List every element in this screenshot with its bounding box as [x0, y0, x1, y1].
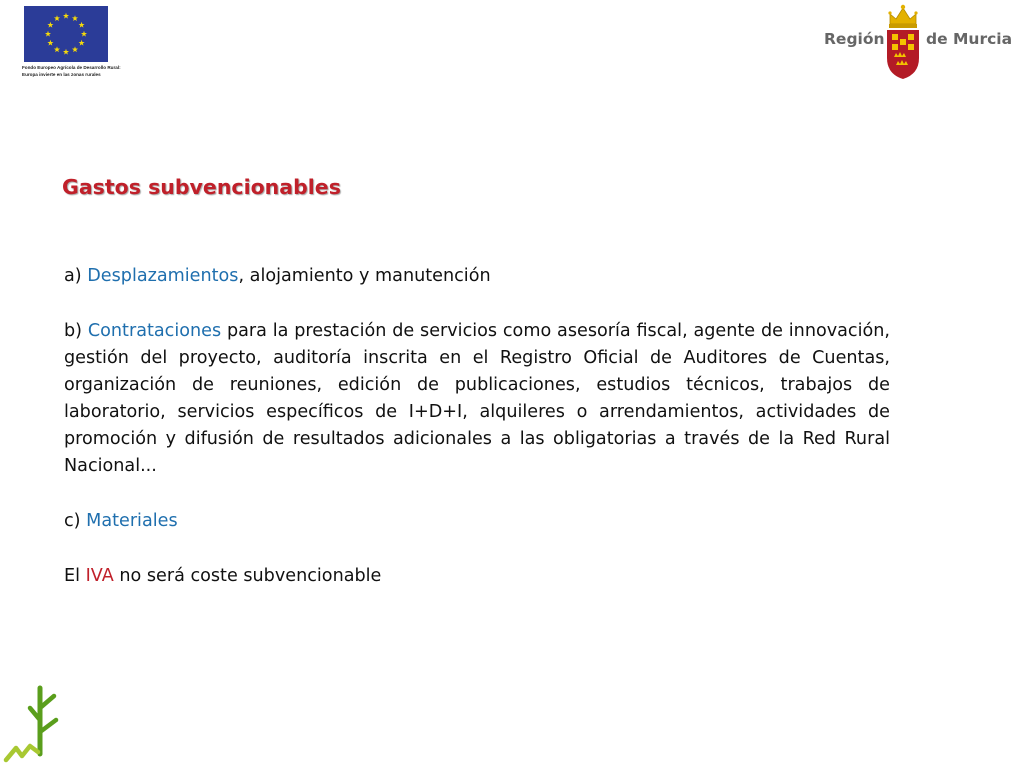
eu-logo-caption-line1: Fondo Europeo Agrícola de Desarrollo Rural:: [22, 65, 121, 70]
eu-logo-caption-line2: Europa invierte en las zonas rurales: [22, 72, 101, 77]
iva-note-prefix: El: [64, 566, 86, 586]
list-item-b: [64, 318, 890, 480]
iva-note-text: no será coste subvencionable: [113, 566, 382, 586]
item-a-prefix: a): [64, 266, 88, 286]
item-b-keyword: Contrataciones: [87, 321, 222, 341]
item-a-text: , alojamiento y manutención: [238, 266, 491, 286]
eu-flag-icon: [24, 6, 108, 62]
murcia-logo-word-region: Región: [824, 30, 885, 48]
list-item-a: [64, 263, 894, 290]
item-b-prefix: b): [64, 321, 88, 341]
slide-title: Gastos subvencionables: [62, 175, 341, 199]
item-a-keyword: Desplazamientos: [87, 266, 239, 286]
iva-keyword: IVA: [85, 566, 114, 586]
item-c-prefix: c): [64, 511, 87, 531]
eu-feader-logo: [24, 6, 144, 80]
item-b-text: para la prestación de servicios como asesoría fiscal, agente de innovación, gestión del proyecto, auditoría inscrita en el Registro Oficial de Auditores de Cuentas, organización de reuniones, edición de publicaciones, estudios técnicos, trabajos de laboratorio, servicios específicos de I+D+I, alquileres o arrendamientos, actividades de promoción y difusión de resultados adicionales a las obligatorias a través de la Red Rural Nacional...: [64, 321, 890, 476]
list-item-c: [64, 508, 178, 535]
region-murcia-logo: [822, 2, 1012, 82]
coat-of-arms-icon: [882, 2, 924, 80]
item-c-keyword: Materiales: [86, 511, 178, 531]
sprout-icon: [2, 682, 64, 766]
iva-note: [64, 563, 381, 590]
murcia-logo-word-murcia: de Murcia: [926, 30, 1013, 48]
